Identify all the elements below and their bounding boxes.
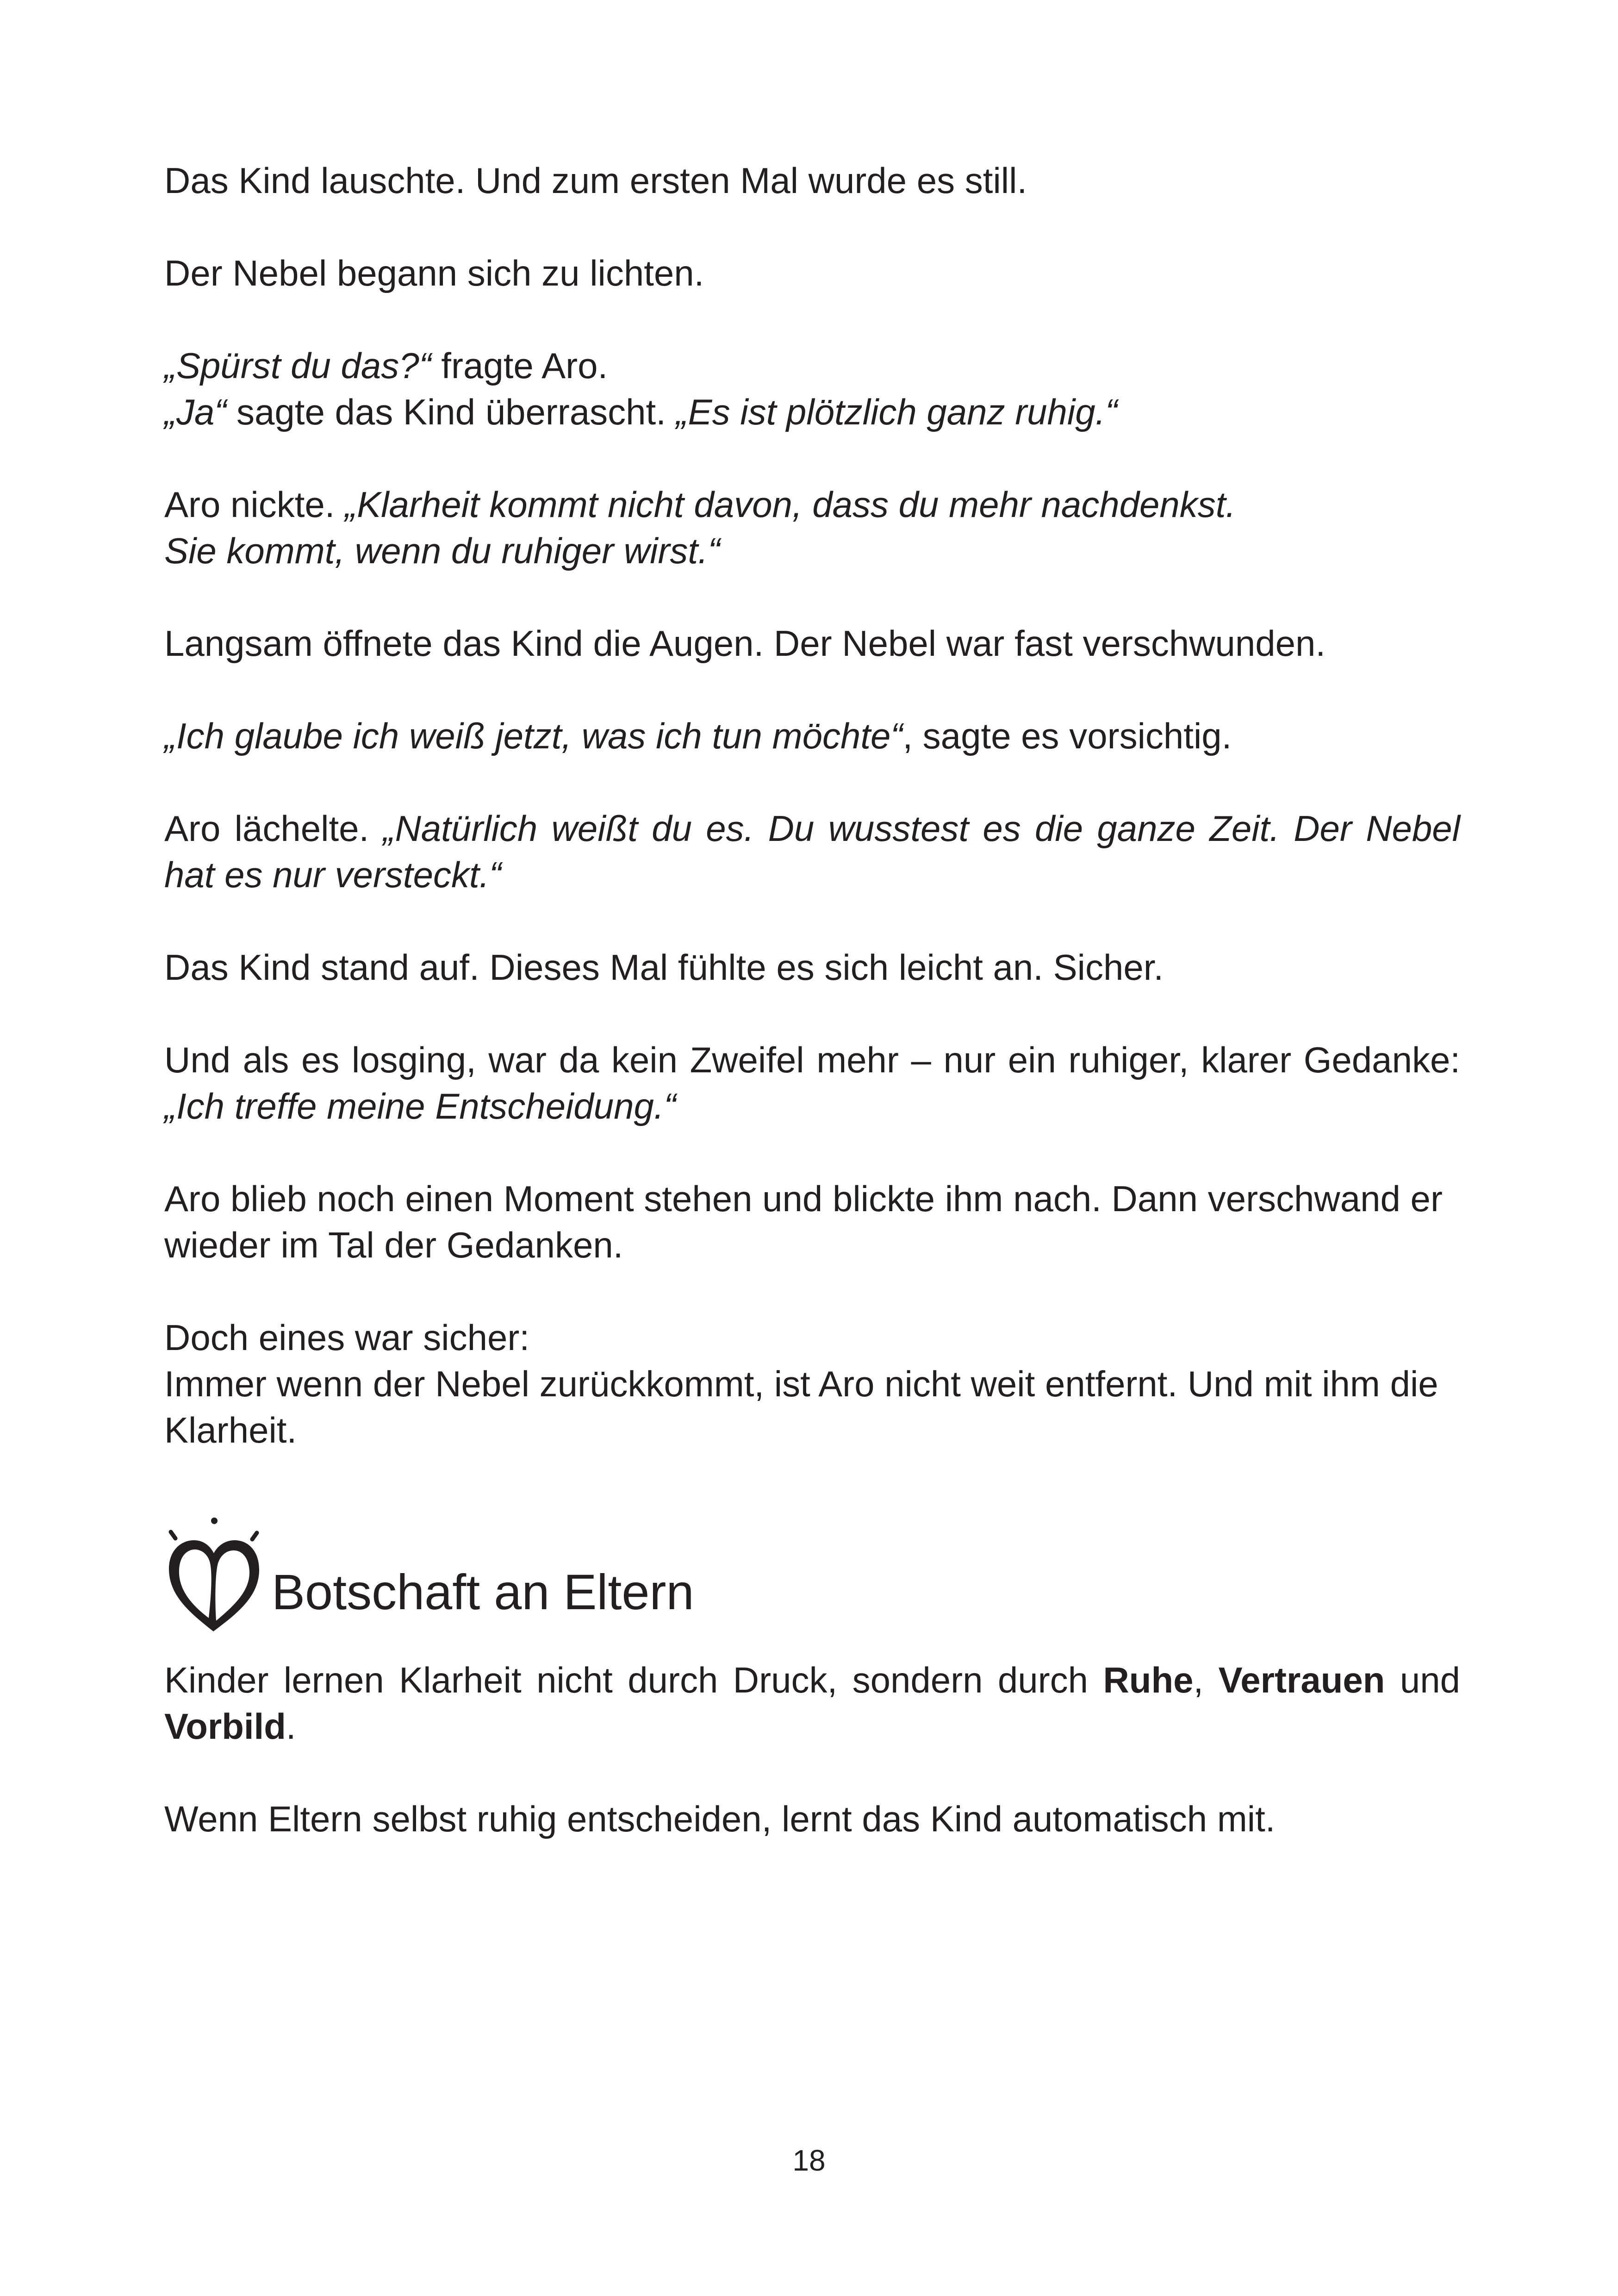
paragraph-fog-lifts: Der Nebel begann sich zu lichten.: [164, 253, 704, 293]
text-children-learn: Kinder lernen Klarheit nicht durch Druck, sondern durch: [164, 1660, 1103, 1700]
text-comma: ,: [1193, 1660, 1219, 1700]
paragraph-opens-eyes: Langsam öffnete das Kind die Augen. Der Nebel war fast verschwunden.: [164, 623, 1326, 664]
page-number: 18: [792, 2144, 826, 2177]
quote-clarity-line1: „Klarheit kommt nicht davon, dass du mehr nachdenkst.: [345, 484, 1236, 525]
paragraph-i-know-now: [164, 713, 1460, 759]
quote-suddenly-calm: „Es ist plötzlich ganz ruhig.“: [676, 392, 1118, 432]
quote-yes: „Ja“: [164, 392, 227, 432]
quote-i-know: „Ich glaube ich weiß jetzt, was ich tun möchte“: [164, 716, 903, 756]
paragraph-aro-nods: [164, 481, 1460, 574]
text-one-thing-sure: Doch eines war sicher:: [164, 1317, 529, 1358]
text-und: und: [1385, 1660, 1460, 1700]
text-ruhe: Ruhe: [1103, 1660, 1194, 1700]
quote-feel-it: „Spürst du das?“: [164, 345, 431, 386]
text-vertrauen: Vertrauen: [1218, 1660, 1385, 1700]
quote-of-course-you-know: „Natürlich weißt du es. Du wusstest es die ganze Zeit. Der Nebel hat es nur versteckt.“: [164, 808, 1460, 895]
paragraph-aro-smiles: [164, 805, 1460, 898]
text-aro-nods: Aro nickte.: [164, 484, 345, 525]
text-asked-aro: fragte Aro.: [431, 345, 608, 386]
paragraph-parents-decide: Wenn Eltern selbst ruhig entscheiden, lernt das Kind automatisch mit.: [164, 1798, 1276, 1839]
text-no-doubt: Und als es losging, war da kein Zweifel mehr – nur ein ruhiger, klarer Gedanke:: [164, 1039, 1460, 1080]
paragraph-one-thing-sure: [164, 1314, 1460, 1453]
text-said-surprised: sagte das Kind überrascht.: [226, 392, 676, 432]
quote-clarity-line2: Sie kommt, wenn du ruhiger wirst.“: [164, 530, 720, 571]
paragraph-child-listens: Das Kind lauschte. Und zum ersten Mal wurde es still.: [164, 160, 1027, 201]
text-said-carefully: , sagte es vorsichtig.: [902, 716, 1232, 756]
quote-my-decision: „Ich treffe meine Entscheidung.“: [164, 1086, 676, 1126]
paragraph-children-learn: [164, 1657, 1460, 1749]
paragraph-child-stands: Das Kind stand auf. Dieses Mal fühlte es sich leicht an. Sicher.: [164, 947, 1164, 988]
parents-message-heading: [164, 1513, 859, 1638]
parents-message-title: Botschaft an Eltern: [272, 1564, 694, 1620]
paragraph-no-doubt: [164, 1037, 1460, 1129]
text-aro-near: Immer wenn der Nebel zurückkommt, ist Aro nicht weit entfernt. Und mit ihm die Klarheit.: [164, 1363, 1438, 1450]
text-aro-smiles: Aro lächelte.: [164, 808, 383, 849]
text-period: .: [286, 1706, 296, 1747]
text-vorbild: Vorbild: [164, 1706, 286, 1747]
heart-icon: [164, 1513, 264, 1638]
paragraph-dialogue-calm: [164, 342, 1460, 435]
paragraph-aro-stays: Aro blieb noch einen Moment stehen und blickte ihm nach. Dann verschwand er wieder im Tal der Gedanken.: [164, 1178, 1443, 1265]
